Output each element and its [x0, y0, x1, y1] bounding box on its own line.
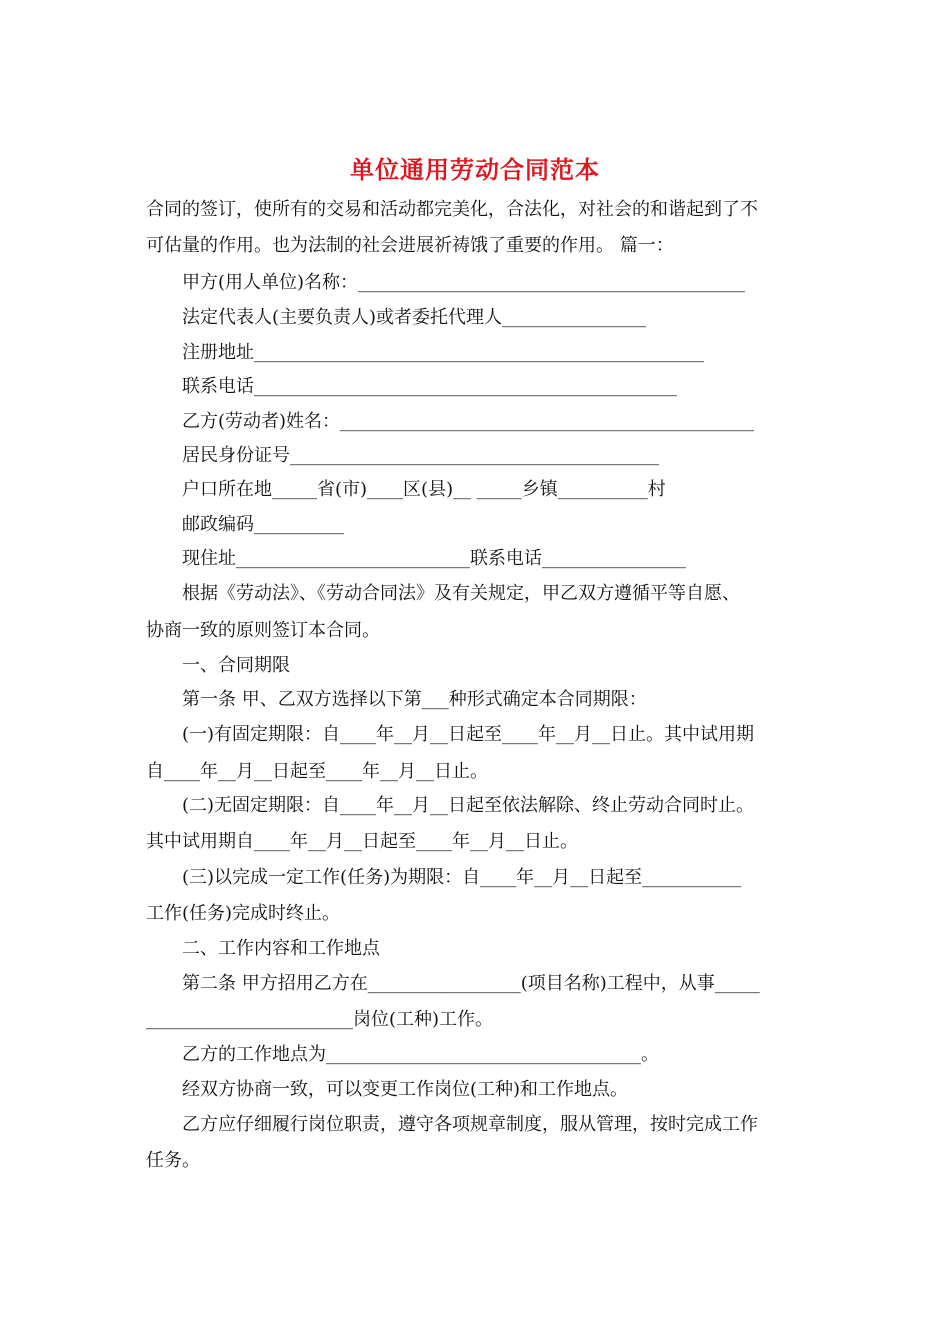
- paragraph-line: 根据《劳动法》、《劳动合同法》及有关规定，甲乙双方遵循平等自愿、: [182, 583, 740, 604]
- section-heading: 二、工作内容和工作地点: [182, 938, 380, 959]
- paragraph-line: 任务。: [146, 1150, 200, 1171]
- paragraph-line: 合同的签订，使所有的交易和活动都完美化，合法化，对社会的和谐起到了不: [146, 199, 758, 220]
- paragraph-line: 协商一致的原则签订本合同。: [146, 620, 380, 641]
- paragraph-line: 第一条 甲、乙双方选择以下第___种形式确定本合同期限：: [182, 689, 647, 710]
- paragraph-line: _______________________岗位(工种)工作。: [146, 1009, 494, 1030]
- paragraph-line: (一)有固定期限：自____年__月__日起至____年__月__日止。其中试用期: [182, 724, 755, 745]
- paragraph-line: 邮政编码__________: [182, 514, 344, 535]
- paragraph-line: 其中试用期自____年__月__日起至____年__月__日止。: [146, 831, 578, 852]
- paragraph-line: 自____年__月__日起至____年__月__日止。: [146, 761, 488, 782]
- document-title: 单位通用劳动合同范本: [350, 156, 600, 184]
- paragraph-line: 经双方协商一致，可以变更工作岗位(工种)和工作地点。: [182, 1079, 629, 1100]
- paragraph-line: 工作(任务)完成时终止。: [146, 903, 341, 924]
- paragraph-line: 联系电话_______________________________________________: [182, 376, 677, 397]
- paragraph-line: 户口所在地_____省(市)____区(县)__ _____乡镇__________村: [182, 479, 666, 500]
- paragraph-line: 居民身份证号_________________________________________: [182, 445, 659, 466]
- paragraph-line: 第二条 甲方招用乙方在_________________(项目名称)工程中，从事_____: [182, 973, 760, 994]
- paragraph-line: 乙方的工作地点为___________________________________。: [182, 1044, 659, 1065]
- paragraph-line: 乙方(劳动者)姓名：______________________________________________: [182, 411, 755, 432]
- paragraph-line: 可估量的作用。也为法制的社会进展祈祷饿了重要的作用。 篇一：: [146, 235, 674, 256]
- paragraph-line: 法定代表人(主要负责人)或者委托代理人________________: [182, 307, 647, 328]
- paragraph-line: (三)以完成一定工作(任务)为期限：自____年__月__日起至___________: [182, 867, 742, 888]
- section-heading: 一、合同期限: [182, 655, 290, 676]
- paragraph-line: 甲方(用人单位)名称：___________________________________________: [182, 272, 746, 293]
- paragraph-line: 现住址__________________________联系电话________________: [182, 548, 686, 569]
- paragraph-line: (二)无固定期限：自____年__月__日起至依法解除、终止劳动合同时止。: [182, 795, 755, 816]
- paragraph-line: 乙方应仔细履行岗位职责，遵守各项规章制度，服从管理，按时完成工作: [182, 1114, 758, 1135]
- paragraph-line: 注册地址__________________________________________________: [182, 342, 704, 363]
